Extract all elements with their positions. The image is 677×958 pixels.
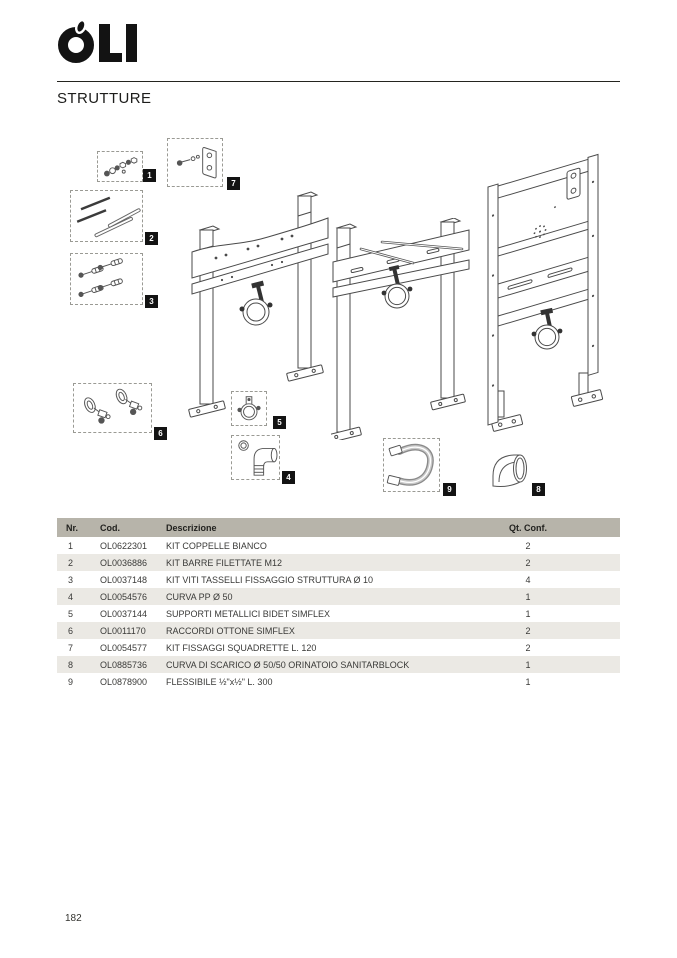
- brass-fittings-icon: [74, 384, 151, 432]
- table-row: [57, 673, 620, 690]
- callout-6: 6: [154, 427, 167, 440]
- cell-qt: 2: [525, 625, 531, 636]
- part-box-7: [167, 138, 223, 187]
- cell-desc: KIT BARRE FILETTATE M12: [166, 557, 283, 568]
- cell-nr: 7: [68, 642, 74, 653]
- urinal-frame-drawing: [474, 143, 630, 433]
- callout-8: 8: [532, 483, 545, 496]
- header-divider: [57, 81, 620, 82]
- cell-cod: OL0878900: [100, 676, 148, 687]
- cell-cod: OL0037144: [100, 608, 148, 619]
- cell-nr: 8: [68, 659, 74, 670]
- callout-3: 3: [145, 295, 158, 308]
- cell-cod: OL0885736: [100, 659, 148, 670]
- col-header-nr: Nr.: [57, 518, 100, 537]
- col-header-cod: Cod.: [100, 518, 166, 537]
- page-number: 182: [65, 913, 82, 924]
- cell-qt: 1: [525, 591, 531, 602]
- part-box-6: [73, 383, 152, 433]
- bidet-frame-drawing-2: [331, 218, 475, 440]
- table-row: [57, 588, 620, 605]
- cell-desc: KIT VITI TASSELLI FISSAGGIO STRUTTURA Ø 10: [166, 574, 374, 585]
- drain-elbow-icon: [486, 446, 530, 490]
- cell-nr: 2: [68, 557, 74, 568]
- fasteners-kit-icon: [98, 152, 142, 181]
- part-box-2: [70, 190, 143, 242]
- cell-qt: 1: [525, 676, 531, 687]
- page-title: STRUTTURE: [57, 90, 152, 107]
- col-header-desc: Descrizione: [166, 518, 436, 537]
- threaded-bars-icon: [71, 191, 142, 241]
- screws-plugs-icon: [71, 254, 142, 304]
- table-row: [57, 605, 620, 622]
- flexible-hose-icon: [384, 439, 439, 491]
- cell-nr: 1: [68, 540, 74, 551]
- cell-desc: FLESSIBILE ½"x½" L. 300: [166, 676, 273, 687]
- col-header-qt: Qt. Conf.: [436, 518, 620, 537]
- cell-desc: KIT COPPELLE BIANCO: [166, 540, 267, 551]
- callout-4: 4: [282, 471, 295, 484]
- table-row: [57, 554, 620, 571]
- cell-cod: OL0037148: [100, 574, 148, 585]
- pp-elbow-icon: [232, 436, 279, 479]
- cell-desc: KIT FISSAGGI SQUADRETTE L. 120: [166, 642, 317, 653]
- part-box-9: [383, 438, 440, 492]
- cell-qt: 4: [525, 574, 531, 585]
- oli-logo: [57, 20, 139, 66]
- cell-qt: 1: [525, 608, 531, 619]
- cell-cod: OL0622301: [100, 540, 148, 551]
- pipe-clamp-icon: [232, 392, 266, 425]
- cell-desc: RACCORDI OTTONE SIMFLEX: [166, 625, 295, 636]
- callout-1: 1: [143, 169, 156, 182]
- bidet-frame-drawing-1: [186, 188, 334, 418]
- table-row: [57, 656, 620, 673]
- table-row: [57, 622, 620, 639]
- cell-qt: 2: [525, 540, 531, 551]
- part-8: [486, 446, 530, 490]
- cell-desc: CURVA PP Ø 50: [166, 591, 233, 602]
- part-box-3: [70, 253, 143, 305]
- callout-5: 5: [273, 416, 286, 429]
- cell-qt: 2: [525, 642, 531, 653]
- cell-cod: OL0011170: [100, 625, 146, 636]
- table-row: [57, 571, 620, 588]
- cell-cod: OL0054577: [100, 642, 148, 653]
- brand-name: [139, 20, 140, 21]
- cell-cod: OL0036886: [100, 557, 148, 568]
- parts-table-body: [57, 537, 620, 690]
- exploded-diagram: [0, 130, 677, 522]
- table-row: [57, 639, 620, 656]
- part-box-1: [97, 151, 143, 182]
- cell-desc: CURVA DI SCARICO Ø 50/50 ORINATOIO SANITARBLOCK: [166, 659, 410, 670]
- part-box-5: [231, 391, 267, 426]
- callout-7: 7: [227, 177, 240, 190]
- cell-desc: SUPPORTI METALLICI BIDET SIMFLEX: [166, 608, 331, 619]
- oli-logo-graphic: [57, 20, 139, 66]
- cell-cod: OL0054576: [100, 591, 148, 602]
- cell-nr: 5: [68, 608, 74, 619]
- table-header-row: [57, 518, 620, 537]
- cell-nr: 9: [68, 676, 74, 687]
- parts-table: [57, 518, 620, 690]
- callout-2: 2: [145, 232, 158, 245]
- cell-nr: 6: [68, 625, 74, 636]
- cell-nr: 4: [68, 591, 74, 602]
- cell-qt: 2: [525, 557, 531, 568]
- table-row: [57, 537, 620, 554]
- callout-9: 9: [443, 483, 456, 496]
- part-box-4: [231, 435, 280, 480]
- bracket-kit-icon: [168, 139, 222, 186]
- cell-nr: 3: [68, 574, 74, 585]
- cell-qt: 1: [525, 659, 531, 670]
